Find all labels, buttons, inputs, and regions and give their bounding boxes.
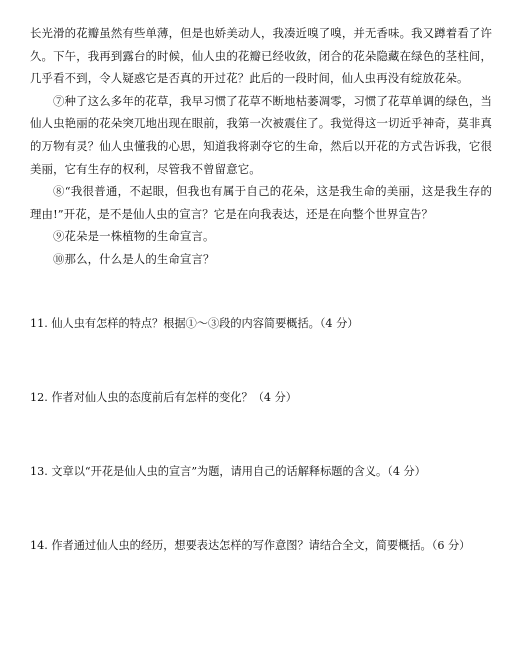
question-12: 12. 作者对仙人虫的态度前后有怎样的变化？（4 分） [30,391,297,404]
question-11: 11. 仙人虫有怎样的特点？根据①～③段的内容简要概括。（4 分） [30,317,359,330]
passage-paragraph-10: ⑩那么，什么是人的生命宣言？ [53,251,215,266]
reading-passage [30,22,492,271]
question-14: 14. 作者通过仙人虫的经历，想要表达怎样的写作意图？请结合全文，简要概括。（6 分） [30,539,471,552]
passage-paragraph-continued: 长光滑的花瓣虽然有些单薄，但是也娇美动人，我凑近嗅了嗅，并无香味。我又蹲着看了许久。下午，我再到露台的时候，仙人虫的花瓣已经收敛，闭合的花朵隐藏在绿色的茎柱间，几乎看不到，令人疑惑它是否真的开过花？此后的一段时间，仙人虫再没有绽放花朵。 [30,26,492,86]
passage-paragraph-9: ⑨花朵是一株植物的生命宣言。 [53,229,215,244]
passage-paragraph-7: ⑦种了这么多年的花草，我早习惯了花草不断地枯萎凋零，习惯了花草单调的绿色，当仙人虫艳丽的花朵突兀地出现在眼前，我第一次被震住了。我觉得这一切近乎神奇，莫非真的万物有灵？仙人虫懂我的心思，知道我将剥夺它的生命，然后以开花的方式告诉我，它很美丽，它有生存的权利，尽管我不曾留意它。 [30,93,492,176]
question-13: 13. 文章以“开花是仙人虫的宣言”为题，请用自己的话解释标题的含义。（4 分） [30,465,426,478]
passage-paragraph-8: ⑧“我很普通，不起眼，但我也有属于自己的花朵，这是我生命的美丽，这是我生存的理由!”开花，是不是仙人虫的宣言？它是在向我表达，还是在向整个世界宣告？ [30,184,492,221]
